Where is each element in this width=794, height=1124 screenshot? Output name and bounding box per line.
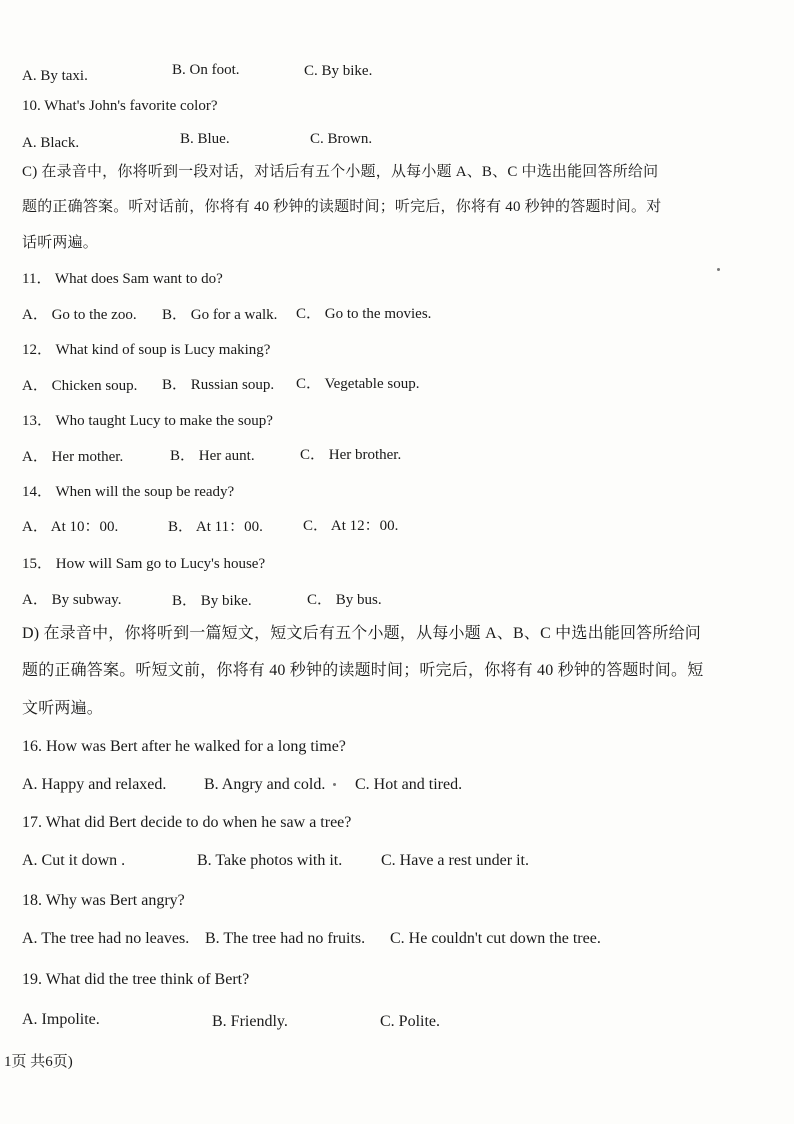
q16-option-a: A. Happy and relaxed.: [22, 776, 167, 793]
q15-question: 15． How will Sam go to Lucy's house?: [22, 556, 266, 572]
q17-option-a: A. Cut it down .: [22, 852, 126, 869]
q19-question: 19. What did the tree think of Bert?: [22, 971, 250, 988]
scan-speck: [333, 783, 336, 786]
q17-option-b: B. Take photos with it.: [197, 852, 343, 869]
q16-option-b: B. Angry and cold.: [204, 776, 326, 793]
q12-option-c: C． Vegetable soup.: [296, 376, 420, 392]
q18-option-c: C. He couldn't cut down the tree.: [390, 930, 601, 947]
q10-option-c: C. Brown.: [310, 131, 373, 147]
q14-question: 14． When will the soup be ready?: [22, 484, 235, 500]
q13-option-a: A． Her mother.: [22, 449, 124, 465]
q12-option-b: B． Russian soup.: [162, 377, 275, 393]
q9-option-a: A. By taxi.: [22, 68, 88, 84]
q16-question: 16. How was Bert after he walked for a long time?: [22, 738, 346, 755]
q11-option-b: B． Go for a walk.: [162, 307, 278, 323]
q17-question: 17. What did Bert decide to do when he saw a tree?: [22, 814, 352, 831]
q11-option-c: C． Go to the movies.: [296, 306, 432, 322]
q10-option-b: B. Blue.: [180, 131, 230, 147]
section-c-line-1: C) 在录音中，你将听到一段对话，对话后有五个小题，从每小题 A、B、C 中选出能回答所给问: [22, 164, 659, 180]
q9-option-c: C. By bike.: [304, 63, 373, 79]
q19-option-b: B. Friendly.: [212, 1013, 288, 1030]
q15-option-c: C． By bus.: [307, 592, 382, 608]
q19-option-c: C. Polite.: [380, 1013, 441, 1030]
q13-question: 13． Who taught Lucy to make the soup?: [22, 413, 273, 429]
section-c-line-2: 题的正确答案。听对话前，你将有 40 秒钟的读题时间；听完后，你将有 40 秒钟的答题时间。对: [22, 199, 662, 215]
q9-option-b: B. On foot.: [172, 62, 240, 78]
q15-option-b: B． By bike.: [172, 593, 252, 609]
section-d-line-2: 题的正确答案。听短文前，你将有 40 秒钟的读题时间；听完后，你将有 40 秒钟的答题时间。短: [22, 662, 704, 679]
q13-option-c: C． Her brother.: [300, 447, 402, 463]
q18-option-b: B. The tree had no fruits.: [205, 930, 366, 947]
q18-question: 18. Why was Bert angry?: [22, 892, 185, 909]
q15-option-a: A． By subway.: [22, 592, 122, 608]
q10-question: 10. What's John's favorite color?: [22, 98, 218, 114]
q13-option-b: B． Her aunt.: [170, 448, 255, 464]
q17-option-c: C. Have a rest under it.: [381, 852, 529, 869]
q14-option-b: B． At 11：00.: [168, 519, 263, 535]
q14-option-c: C． At 12：00.: [303, 518, 399, 534]
q18-option-a: A. The tree had no leaves.: [22, 930, 190, 947]
q16-option-c: C. Hot and tired.: [355, 776, 463, 793]
q12-option-a: A． Chicken soup.: [22, 378, 138, 394]
section-d-line-1: D) 在录音中，你将听到一篇短文，短文后有五个小题，从每小题 A、B、C 中选出能回答所给问: [22, 625, 701, 642]
q11-option-a: A． Go to the zoo.: [22, 307, 137, 323]
q14-option-a: A． At 10：00.: [22, 519, 119, 535]
page-footer: 1页 共6页): [4, 1054, 73, 1070]
q10-option-a: A. Black.: [22, 135, 80, 151]
q19-option-a: A. Impolite.: [22, 1011, 100, 1028]
q12-question: 12． What kind of soup is Lucy making?: [22, 342, 271, 358]
scan-speck: [717, 268, 720, 271]
section-c-line-3: 话听两遍。: [22, 235, 99, 251]
q11-question: 11． What does Sam want to do?: [22, 271, 223, 287]
section-d-line-3: 文听两遍。: [22, 700, 104, 717]
